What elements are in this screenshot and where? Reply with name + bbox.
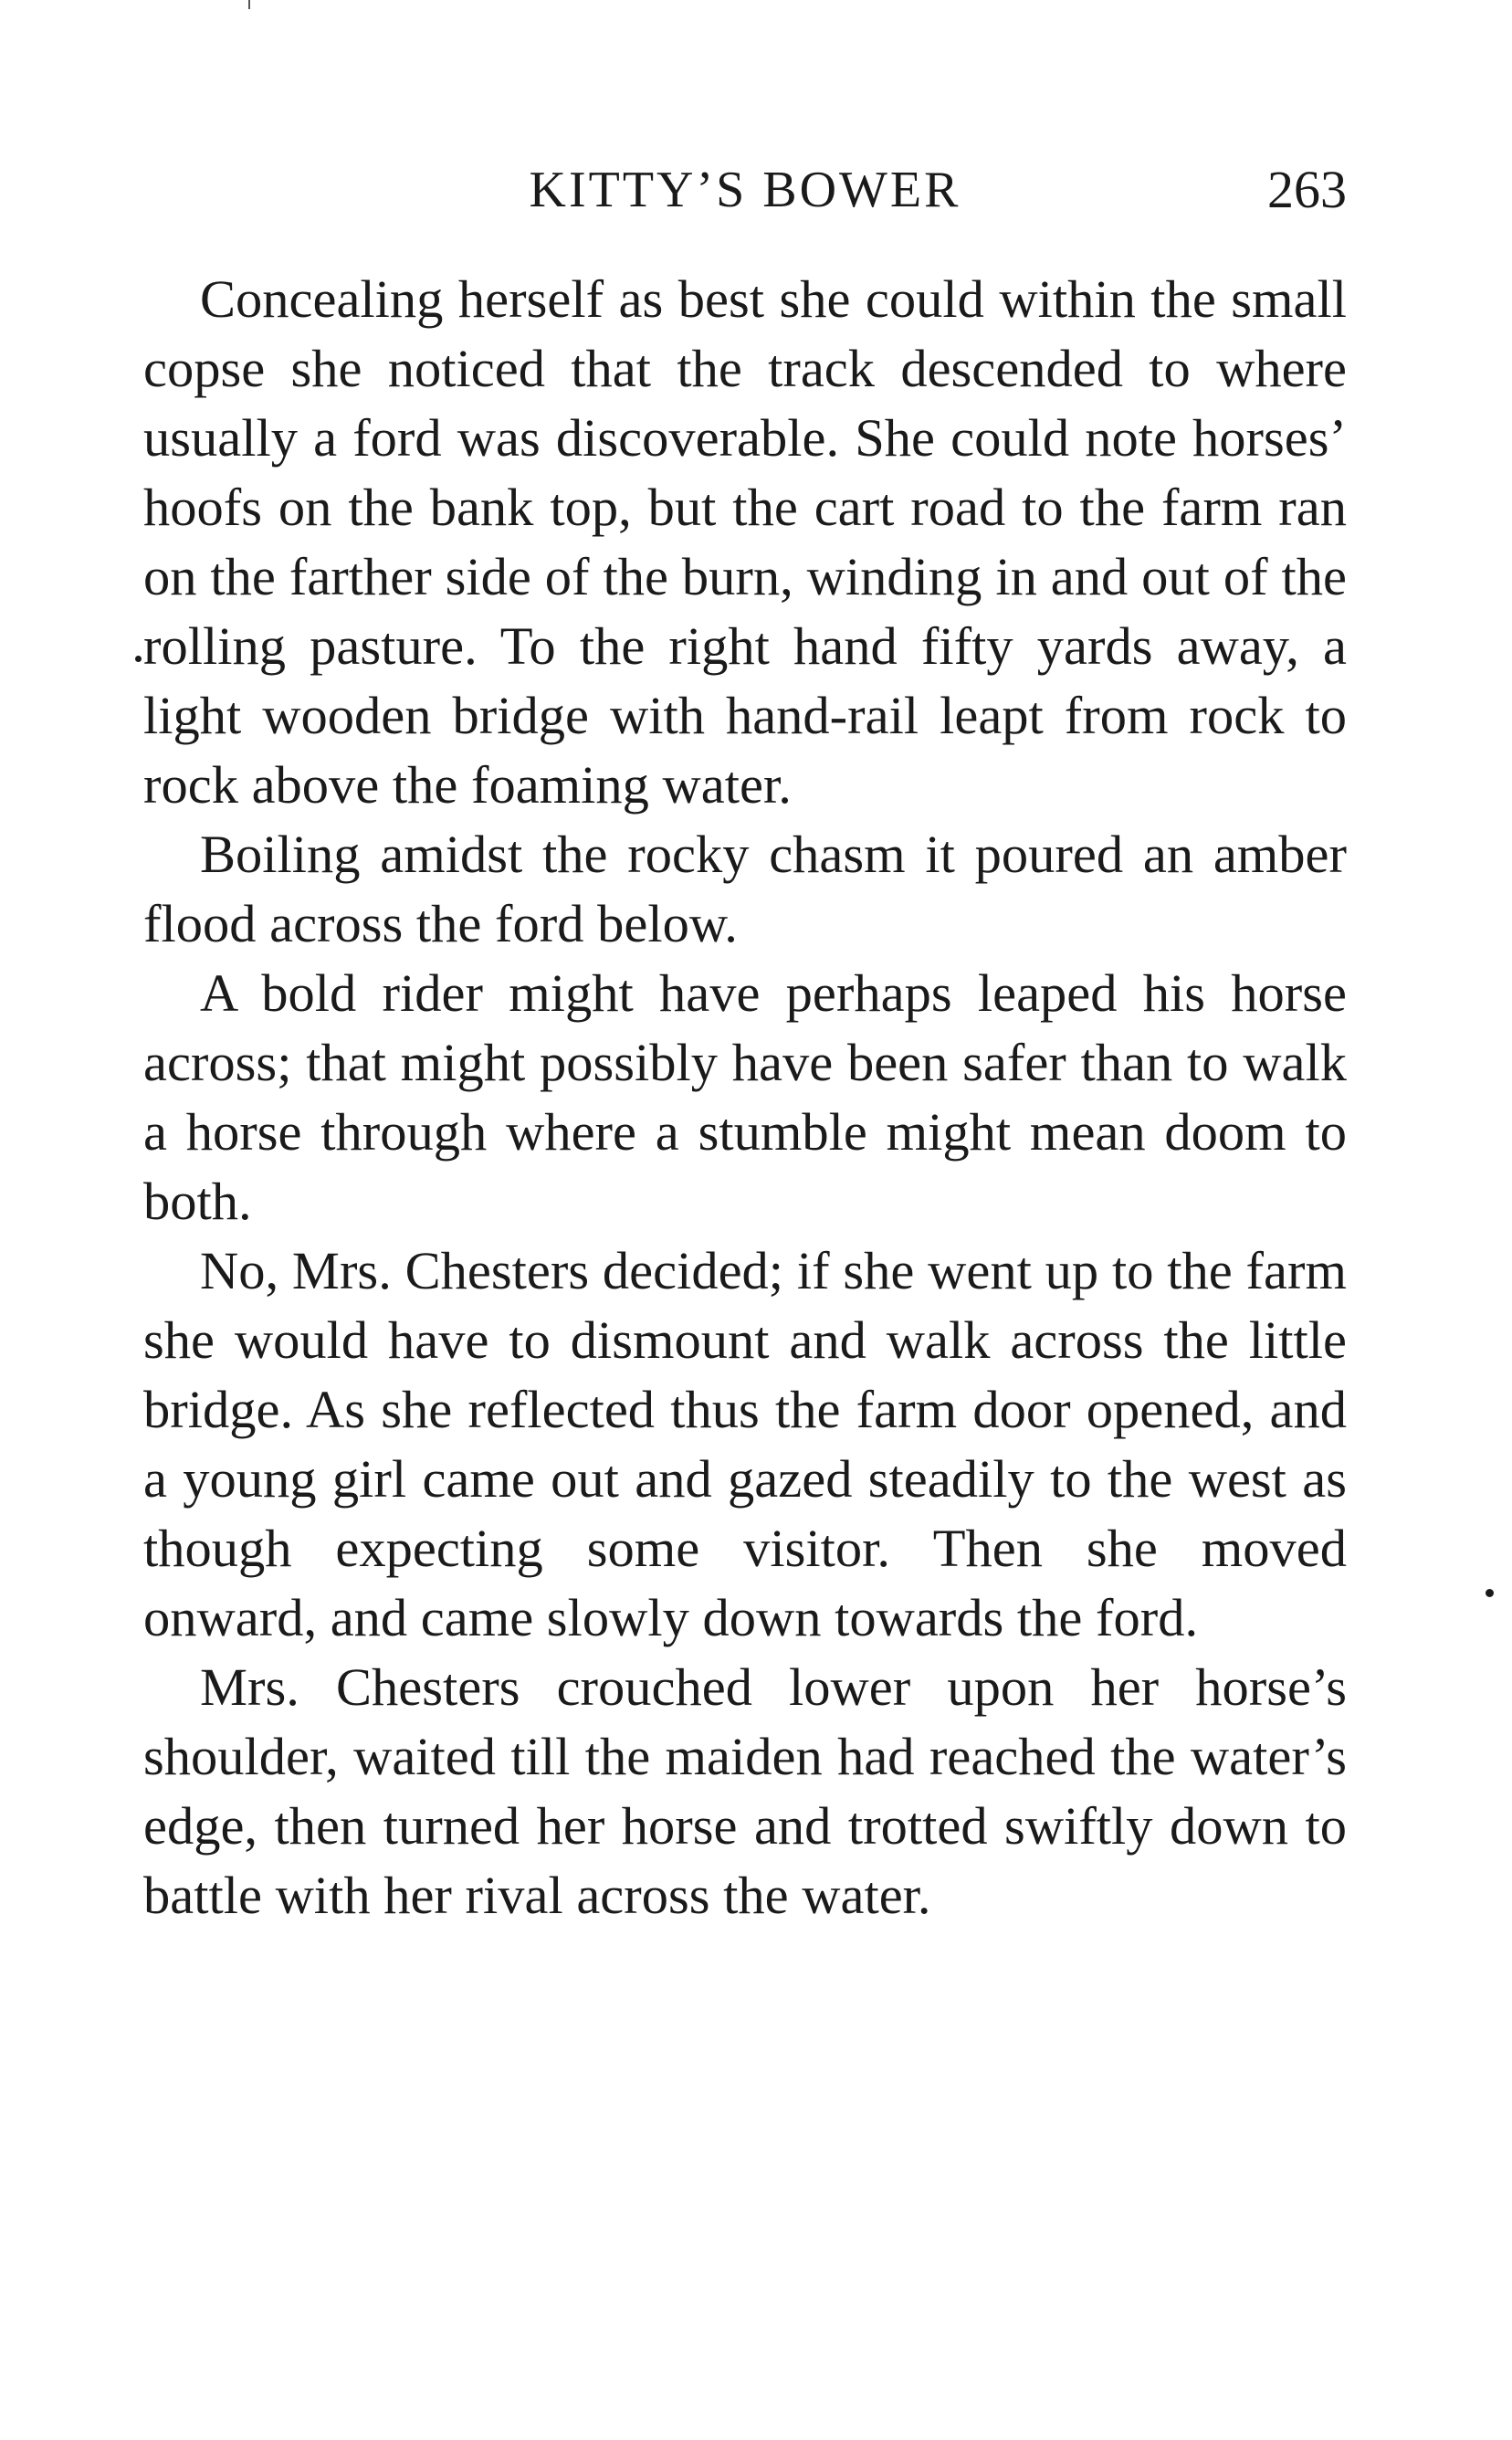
paragraph: Mrs. Chesters crouched lower upon her horse’s shoulder, waited till the maiden had reached the water’s edge, then turned her horse and trotted swiftly down to battle with her rival across the water. <box>143 1657 1347 1925</box>
body-text <box>143 265 1347 1930</box>
stray-ink-dot <box>135 656 142 662</box>
running-head <box>143 157 1347 223</box>
paragraph: Concealing herself as best she could within the small copse she noticed that the track descended to where usually a ford was discoverable. She could note horses’ hoofs on the bank top, but the cart road to the farm ran on the farther side of the burn, winding in and out of the rolling pasture. To the right hand fifty yards away, a light wooden bridge with hand-rail leapt from rock to rock above the foaming water. <box>143 269 1347 815</box>
paragraph: No, Mrs. Chesters decided; if she went up to the farm she would have to dismount and walk across the little bridge. As she reflected thus the farm door opened, and a young girl came out and gazed steadily to the west as though expecting some visitor. Then she moved onward, and came slowly down towards the ford. <box>143 1241 1347 1647</box>
page-number: 263 <box>1267 160 1347 219</box>
book-page <box>143 0 1347 2440</box>
running-head-title: KITTY’S BOWER <box>529 162 961 218</box>
paragraph: A bold rider might have perhaps leaped his horse across; that might possibly have been safer than to walk a horse through where a stumble might mean doom to both. <box>143 963 1347 1231</box>
paragraph: Boiling amidst the rocky chasm it poured an amber flood across the ford below. <box>143 825 1347 953</box>
stray-ink-dot <box>1486 1589 1494 1597</box>
